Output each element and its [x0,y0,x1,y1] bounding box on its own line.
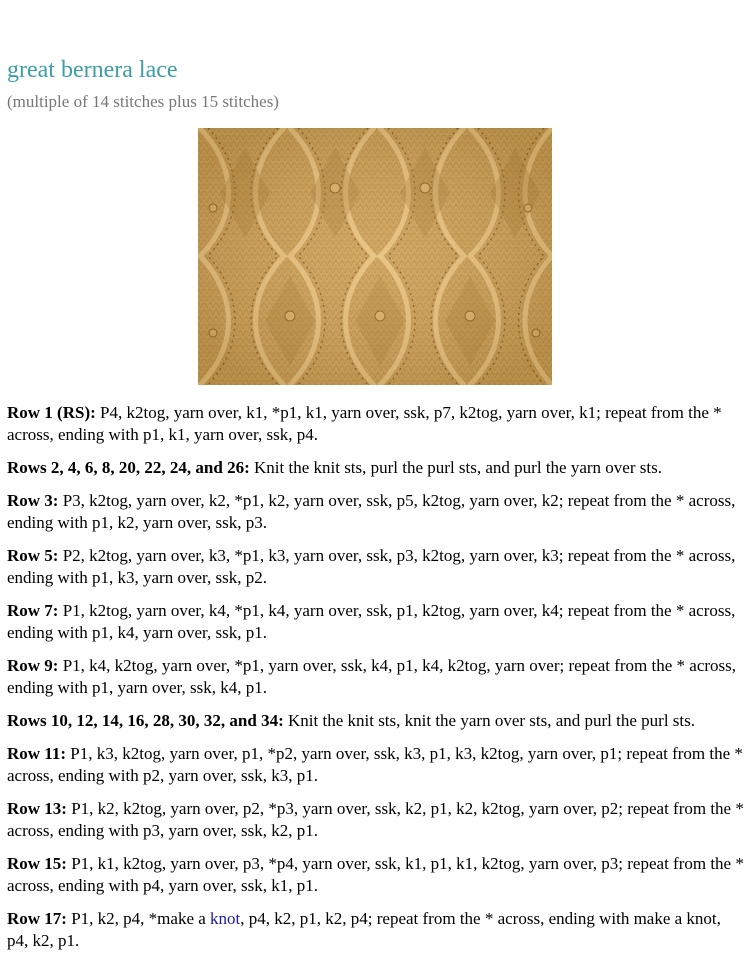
row-text: P1, k2, k2tog, yarn over, p2, *p3, yarn over, ssk, k2, p1, k2, k2tog, yarn over, p2; repeat from the * across, ending with p3, yarn over, ssk, k2, p1. [7,799,744,840]
row-label: Row 5: [7,546,59,565]
row-15-instruction [7,853,745,897]
row-text: P4, k2tog, yarn over, k1, *p1, k1, yarn over, ssk, p7, k2tog, yarn over, k1; repeat from the * across, ending with p1, k1, yarn over, ssk, p4. [7,403,722,444]
row-text: P2, k2tog, yarn over, k3, *p1, k3, yarn over, ssk, p3, k2tog, yarn over, k3; repeat from the * across, ending with p1, k3, yarn over, ssk, p2. [7,546,736,587]
row-text: P1, k2, p4, *make a [66,909,211,928]
rows-2-to-26-instruction [7,457,745,479]
row-3-instruction [7,490,745,534]
swatch-illustration [198,128,552,385]
row-11-instruction [7,743,745,787]
row-text: P3, k2tog, yarn over, k2, *p1, k2, yarn over, ssk, p5, k2tog, yarn over, k2; repeat from the * across, ending with p1, k2, yarn over, ssk, p3. [7,491,736,532]
pattern-title: great bernera lace [7,57,178,83]
row-text: P1, k2tog, yarn over, k4, *p1, k4, yarn over, ssk, p1, k2tog, yarn over, k4; repeat from the * across, ending with p1, k4, yarn over, ssk, p1. [7,601,736,642]
row-label: Rows 10, 12, 14, 16, 28, 30, 32, and 34: [7,711,284,730]
row-text: , p4, k2, p1, k2, p4; repeat from the * across, ending with make a knot, p4, k2, p1. [7,909,721,950]
row-label: Row 1 (RS): [7,403,96,422]
row-text: Knit the knit sts, knit the yarn over sts, and purl the purl sts. [283,711,696,730]
row-13-instruction [7,798,745,842]
row-17-instruction [7,908,745,952]
row-5-instruction [7,545,745,589]
row-9-instruction [7,655,745,699]
row-label: Row 15: [7,854,67,873]
knot-link[interactable]: knot [210,909,241,928]
row-1-instruction [7,402,745,446]
row-7-instruction [7,600,745,644]
row-label: Row 9: [7,656,59,675]
row-label: Row 3: [7,491,59,510]
row-label: Rows 2, 4, 6, 8, 20, 22, 24, and 26: [7,458,250,477]
row-label: Row 7: [7,601,59,620]
row-label: Row 17: [7,909,67,928]
row-text: P1, k4, k2tog, yarn over, *p1, yarn over, ssk, k4, p1, k4, k2tog, yarn over; repeat from the * across, ending with p1, yarn over, ssk, k4, p1. [7,656,737,697]
row-label: Row 11: [7,744,67,763]
row-text: P1, k1, k2tog, yarn over, p3, *p4, yarn over, ssk, k1, p1, k1, k2tog, yarn over, p3; repeat from the * across, ending with p4, yarn over, ssk, k1, p1. [7,854,744,895]
pattern-subtitle: (multiple of 14 stitches plus 15 stitches) [7,92,279,111]
row-text: Knit the knit sts, purl the purl sts, and purl the yarn over sts. [249,458,662,477]
pattern-instructions [7,402,745,963]
knitted-swatch-photo [198,128,552,385]
rows-10-to-34-instruction [7,710,745,732]
row-label: Row 13: [7,799,67,818]
row-text: P1, k3, k2tog, yarn over, p1, *p2, yarn over, ssk, k3, p1, k3, k2tog, yarn over, p1; repeat from the * across, ending with p2, yarn over, ssk, k3, p1. [7,744,743,785]
